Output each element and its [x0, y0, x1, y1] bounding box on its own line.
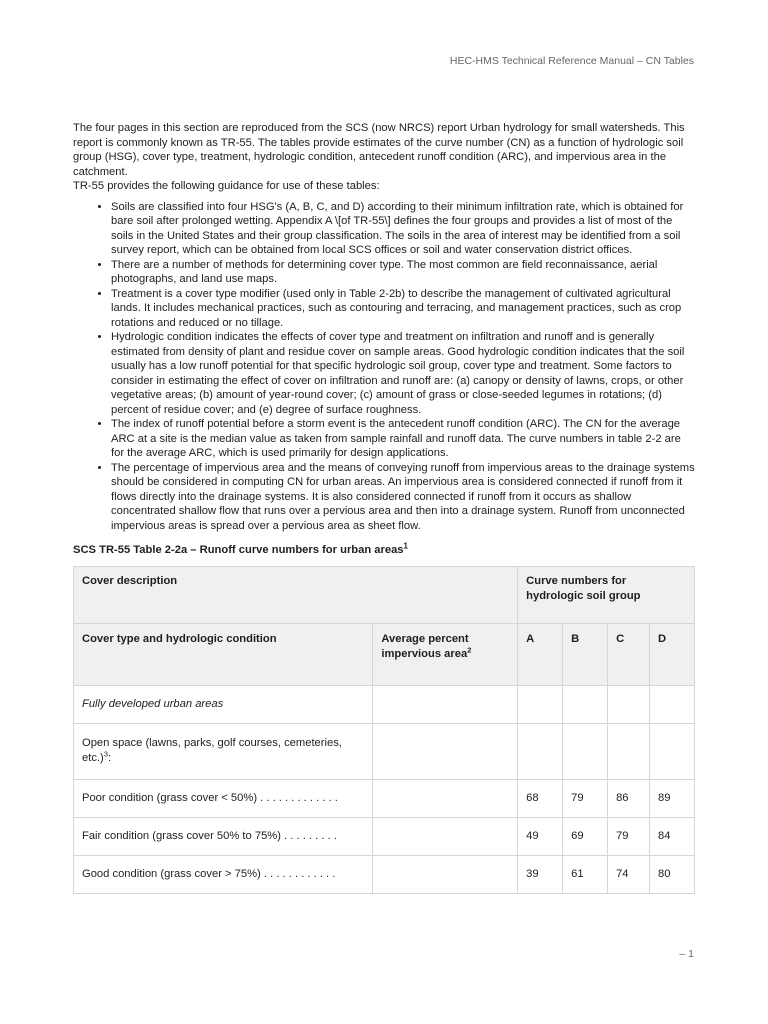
row-impervious: [373, 817, 518, 855]
header-curve-numbers: Curve numbers for hydrologic soil group: [518, 566, 695, 623]
row-impervious: [373, 855, 518, 893]
guidance-item: • Treatment is a cover type modifier (used only in Table 2-2b) to describe the management of cultivated agricultural lands. It includes mechanical practices, such as contouring and terracing, and management practices, such as crop rotations and reduced or no tillage.: [111, 287, 695, 331]
table-subheader-row: [74, 623, 695, 685]
guidance-item: • Hydrologic condition indicates the effects of cover type and treatment on infiltration and runoff and is generally estimated from density of plant and residue cover on sample areas. Good hydrologic condition indicates that the soil usually has a low runoff potential for that specific hydrologic soil group, cover type and treatment. Some factors to consider in estimating the effect of cover on infiltration and runoff are: (a) canopy or density of lawns, crops, or other vegetative areas; (b) amount of year-round cover; (c) amount of grass or close-seeded legumes in rotations; (d) percent of residue cover; and (e) degree of surface roughness.: [111, 330, 695, 417]
table-caption-footnote: 1: [403, 541, 408, 551]
guidance-item: • There are a number of methods for determining cover type. The most common are field reconnaissance, aerial photographs, and land use maps.: [111, 258, 695, 287]
row-label: Fair condition (grass cover 50% to 75%) . . . . . . . . .: [74, 817, 373, 855]
header-impervious: [373, 623, 518, 685]
cn-value: 84: [650, 817, 695, 855]
header-group-b: B: [563, 623, 608, 685]
header-cover-type: Cover type and hydrologic condition: [74, 623, 373, 685]
cn-value: 61: [563, 855, 608, 893]
table-cell: [373, 685, 518, 723]
open-space-suffix: :: [107, 752, 112, 764]
table-cell: [608, 723, 650, 779]
intro-paragraph: The four pages in this section are reproduced from the SCS (now NRCS) report Urban hydrology for small watersheds. This report is commonly known as TR-55. The tables provide estimates of the curve number (CN) as a function of hydrologic soil group (HSG), cover type, treatment, hydrologic condition, antecedent runoff condition (ARC), and impervious area in the catchment.: [73, 122, 685, 178]
header-cover-description: Cover description: [74, 566, 518, 623]
table-header-row: [74, 566, 695, 623]
row-label: Poor condition (grass cover < 50%) . . . . . . . . . . . . .: [74, 779, 373, 817]
table-row: [74, 723, 695, 779]
table-caption: [73, 543, 695, 558]
table-cell: [563, 723, 608, 779]
table-cell: [650, 723, 695, 779]
cn-value: 79: [608, 817, 650, 855]
page-number: – 1: [679, 948, 694, 960]
curve-number-table: [73, 566, 695, 894]
cn-value: 49: [518, 817, 563, 855]
cn-value: 74: [608, 855, 650, 893]
guidance-lead: TR-55 provides the following guidance for use of these tables:: [73, 180, 380, 192]
guidance-item: • Soils are classified into four HSG's (A, B, C, and D) according to their minimum infiltration rate, which is obtained for bare soil after prolonged wetting. Appendix A \[of TR-55\] defines the four groups and provides a list of most of the soils in the United States and their group classification. The soils in the area of interest may be identified from a soil survey report, which can be obtained from local SCS offices or soil and water conservation district offices.: [111, 200, 695, 258]
open-space-text: Open space (lawns, parks, golf courses, cemeteries, etc.): [82, 737, 342, 764]
table-row: [74, 779, 695, 817]
row-impervious: [373, 779, 518, 817]
header-impervious-text: Average percent impervious area: [381, 632, 469, 660]
open-space-footnote: 3: [103, 749, 108, 759]
guidance-item: • The index of runoff potential before a storm event is the antecedent runoff condition (ARC). The CN for the average ARC at a site is the median value as taken from sample rainfall and runoff data. The curve numbers in table 2-2 are for the average ARC, which is used primarily for design applications.: [111, 417, 695, 461]
cn-value: 86: [608, 779, 650, 817]
guidance-list: [73, 200, 695, 534]
table-cell: [373, 723, 518, 779]
category-label: Fully developed urban areas: [74, 685, 373, 723]
row-label: Good condition (grass cover > 75%) . . . . . . . . . . . .: [74, 855, 373, 893]
header-group-c: C: [608, 623, 650, 685]
open-space-label: [74, 723, 373, 779]
header-group-a: A: [518, 623, 563, 685]
table-row: [74, 817, 695, 855]
running-header: HEC-HMS Technical Reference Manual – CN Tables: [449, 55, 694, 67]
table-cell: [518, 685, 563, 723]
main-content: [73, 121, 695, 894]
table-cell: [650, 685, 695, 723]
cn-value: 79: [563, 779, 608, 817]
cn-value: 80: [650, 855, 695, 893]
cn-value: 89: [650, 779, 695, 817]
cn-value: 69: [563, 817, 608, 855]
table-row: [74, 855, 695, 893]
cn-value: 68: [518, 779, 563, 817]
table-caption-text: SCS TR-55 Table 2-2a – Runoff curve numbers for urban areas: [73, 544, 404, 556]
cn-value: 39: [518, 855, 563, 893]
header-impervious-footnote: 2: [467, 644, 472, 654]
table-row: [74, 685, 695, 723]
table-cell: [563, 685, 608, 723]
table-cell: [518, 723, 563, 779]
guidance-item: • The percentage of impervious area and the means of conveying runoff from impervious areas to the drainage systems should be considered in computing CN for urban areas. An impervious area is considered connected if runoff from it flows directly into the drainage systems. It is also considered connected if runoff from it occurs as shallow concentrated shallow flow that runs over a pervious area and then into a drainage system. Runoff from unconnected impervious areas is spread over a pervious area as sheet flow.: [111, 461, 695, 534]
header-group-d: D: [650, 623, 695, 685]
table-cell: [608, 685, 650, 723]
